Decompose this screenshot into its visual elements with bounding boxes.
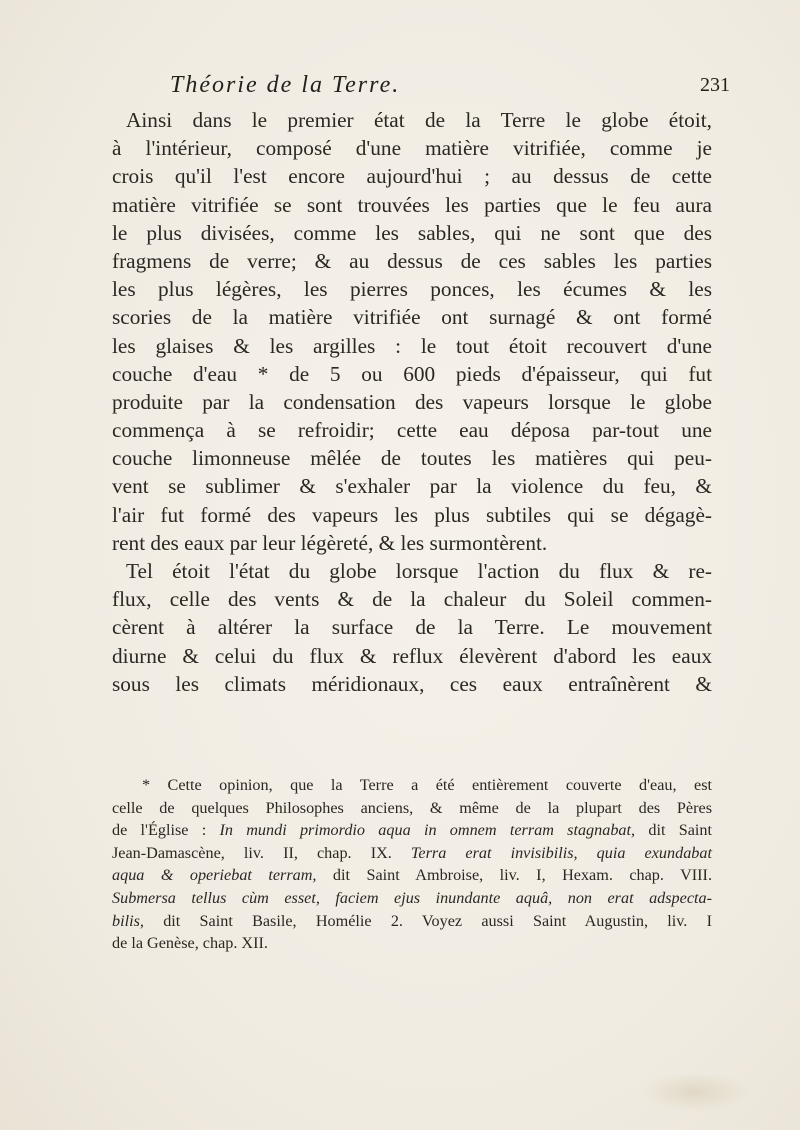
latin-quote: Terra erat invisibilis, quia exundabat [410,843,712,862]
text-line: crois qu'il l'est encore aujourd'hui ; au dessus de cette [112,164,712,189]
footnote-text: dit Saint Basile, Homélie 2. Voyez aussi Saint Augustin, liv. I [143,911,712,930]
latin-quote: aqua & operiebat terram, [112,866,317,885]
text-line: le plus divisées, comme les sables, qui ne sont que des [112,220,712,245]
running-head [170,72,730,106]
text-line: diurne & celui du flux & reflux élevèrent d'abord les eaux [112,643,712,668]
text-line: commença à se refroidir; cette eau déposa par-tout une [112,418,712,443]
footnote-line: * Cette opinion, que la Terre a été entièrement couverte d'eau, est [142,776,712,794]
text-line: l'air fut formé des vapeurs les plus subtiles qui se dégagè- [112,502,712,527]
text-line: à l'intérieur, composé d'une matière vitrifiée, comme je [112,136,712,161]
text-line: scories de la matière vitrifiée ont surnagé & ont formé [112,305,712,330]
footnote-line [112,819,712,842]
footnote-text: dit Saint [635,821,712,840]
body-text [112,106,712,698]
text-line: matière vitrifiée se sont trouvées les parties que le feu aura [112,192,712,217]
text-line: les plus légères, les pierres ponces, les écumes & les [112,277,712,302]
footnote-text: de l'Église : [112,821,220,840]
text-line: couche d'eau * de 5 ou 600 pieds d'épaisseur, qui fut [112,361,712,386]
latin-quote: Submersa tellus cùm esset, faciem ejus inundante aquâ, non erat adspecta- [112,888,712,907]
text-line: Tel étoit l'état du globe lorsque l'action du flux & re- [126,559,712,583]
text-line: cèrent à altérer la surface de la Terre. Le mouvement [112,615,712,640]
running-head-title: Théorie de la Terre. [170,72,401,98]
latin-quote: bilis, [112,911,144,930]
text-line: les glaises & les argilles : le tout étoit recouvert d'une [112,333,712,358]
text-line: fragmens de verre; & au dessus de ces sables les parties [112,248,712,273]
page-number: 231 [700,74,730,96]
text-line: Ainsi dans le premier état de la Terre le globe étoit, [126,108,712,132]
text-line: vent se sublimer & s'exhaler par la violence du feu, & [112,474,712,499]
footnote-line [112,864,712,887]
text-line: couche limonneuse mêlée de toutes les matières qui peu- [112,446,712,471]
footnote-line [112,910,712,933]
footnote [112,774,712,955]
footnote-line [112,842,712,865]
footnote-text: Jean-Damascène, liv. II, chap. IX. [112,843,411,862]
text-line: produite par la condensation des vapeurs lorsque le globe [112,389,712,414]
footnote-line: celle de quelques Philosophes anciens, & même de la plupart des Pères [112,798,712,817]
footnote-text: dit Saint Ambroise, liv. I, Hexam. chap. VIII. [316,866,712,885]
text-line: flux, celle des vents & de la chaleur du Soleil commen- [112,587,712,612]
footnote-line [112,887,712,910]
latin-quote: In mundi primordio aqua in omnem terram stagnabat, [219,821,636,840]
paper-stain [640,1072,750,1112]
text-line: rent des eaux par leur légèreté, & les surmontèrent. [112,530,548,555]
text-line: sous les climats méridionaux, ces eaux entraînèrent & [112,671,712,696]
footnote-line: de la Genèse, chap. XII. [112,934,268,953]
